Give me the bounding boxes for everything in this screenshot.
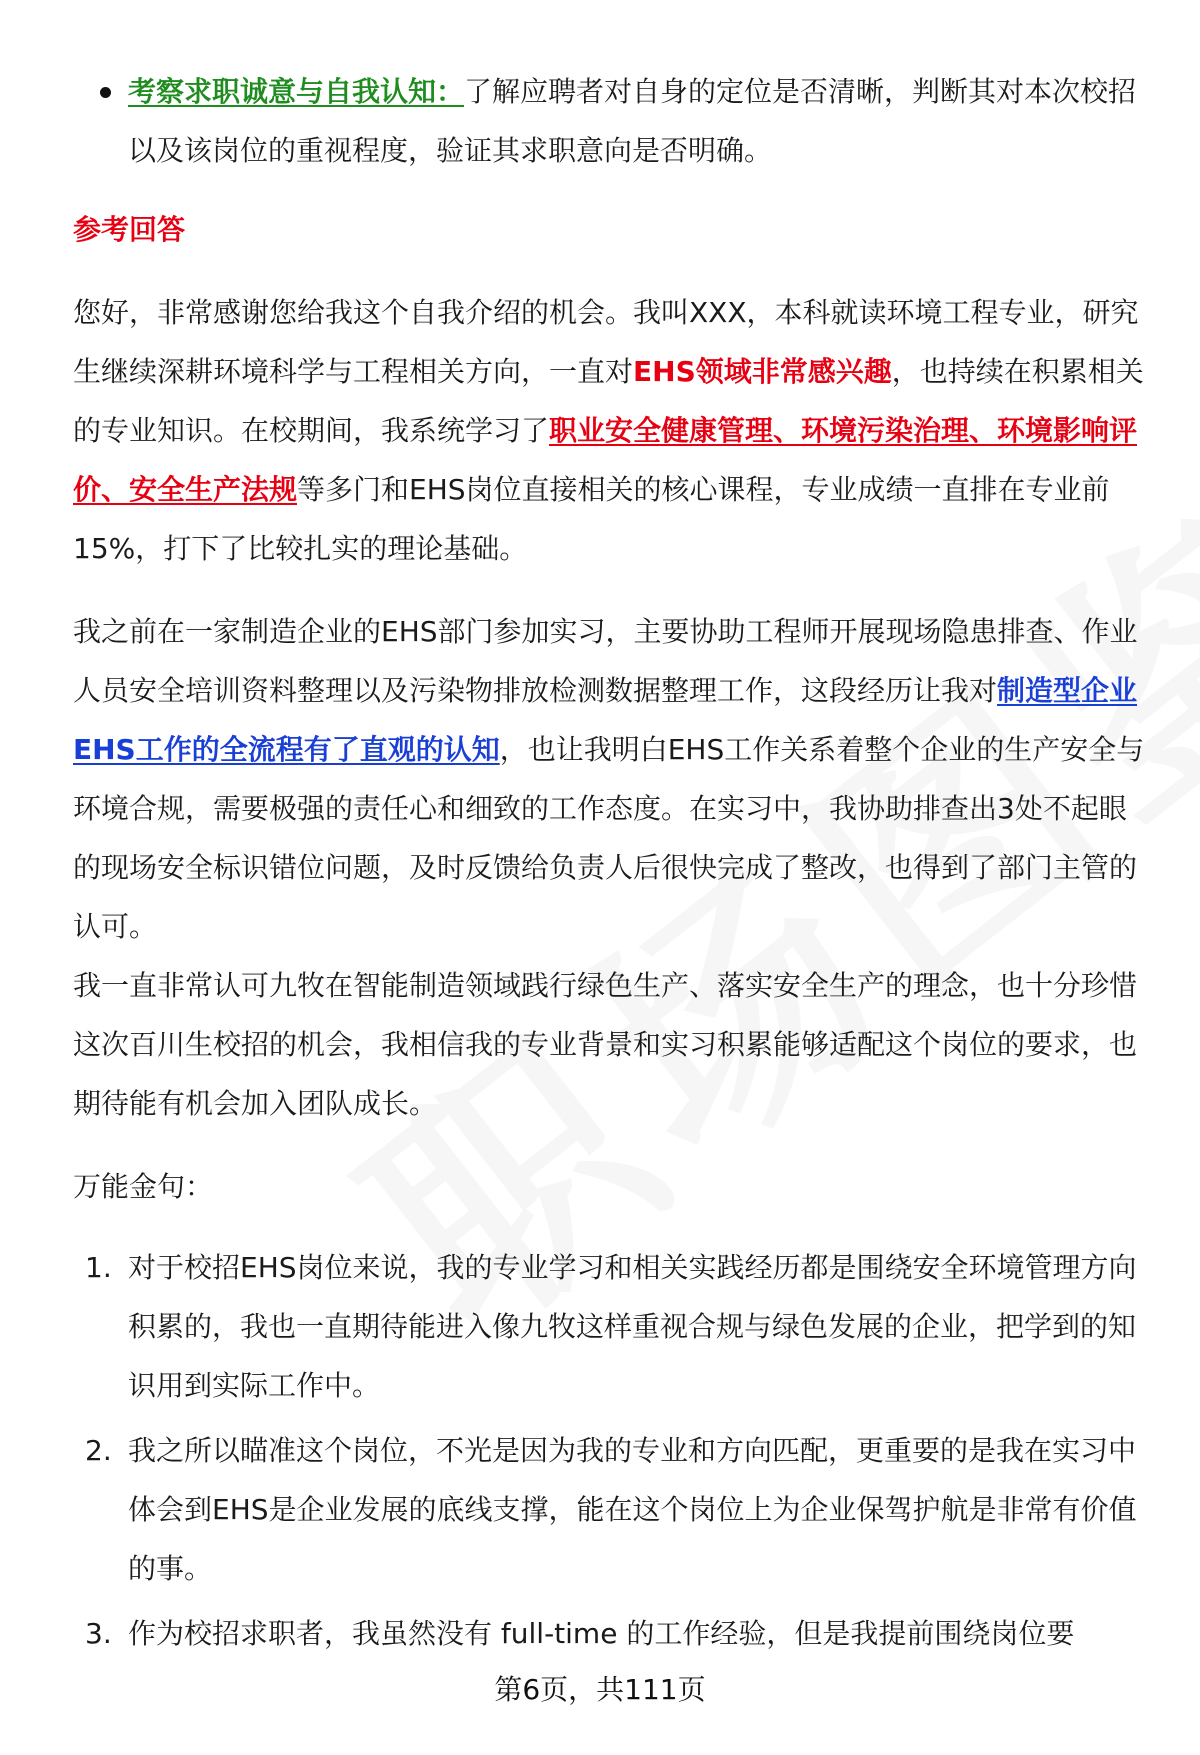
reference-answer-heading: 参考回答	[73, 213, 186, 246]
bullet-text: 了解应聘者对自身的定位是否清晰，判断其对本次校招以及该岗位的重视程度，验证其求职意向是否明确。	[128, 75, 1137, 167]
list-item	[73, 1238, 1153, 1415]
list-item-text: 我之所以瞄准这个岗位，不光是因为我的专业和方向匹配，更重要的是我在实习中体会到EHS是企业发展的底线支撑，能在这个岗位上为企业保驾护航是非常有价值的事。	[128, 1434, 1137, 1585]
answer-p1-text-c: ，也持续在积累相关的专业知识。在校期间，我系统学习了	[73, 355, 1144, 447]
answer-p1-highlight-courses: 职业安全健康管理、环境污染治理、环境影响评价、安全生产法规	[73, 414, 1138, 506]
bullet-dot-icon	[100, 87, 111, 98]
bullet-label: 考察求职诚意与自我认知：	[128, 75, 465, 108]
list-item	[73, 1604, 1153, 1663]
list-number: 3.	[85, 1617, 112, 1650]
list-number: 2.	[85, 1434, 112, 1467]
list-number: 1.	[85, 1251, 112, 1284]
answer-p2-text-c: ，也让我明白EHS工作关系着整个企业的生产安全与环境合规，需要极强的责任心和细致的工作态度。在实习中，我协助排查出3处不起眼的现场安全标识错位问题，及时反馈给负责人后很快完成了整改，也得到了部门主管的认可。	[73, 733, 1145, 943]
answer-p1-highlight-ehs: EHS领域非常感兴趣	[633, 355, 892, 388]
list-item	[73, 1421, 1153, 1598]
answer-p1-text-e: 等多门和EHS岗位直接相关的核心课程，专业成绩一直排在专业前15%，打下了比较扎实的理论基础。	[73, 473, 1110, 565]
answer-p2-highlight: 制造型企业EHS工作的全流程有了直观的认知	[73, 674, 1138, 766]
list-item-text: 对于校招EHS岗位来说，我的专业学习和相关实践经历都是围绕安全环境管理方向积累的，我也一直期待能进入像九牧这样重视合规与绿色发展的企业，把学到的知识用到实际工作中。	[128, 1251, 1137, 1402]
list-item-text: 作为校招求职者，我虽然没有 full-time 的工作经验，但是我提前围绕岗位要	[128, 1617, 1075, 1650]
golden-sentences-heading: 万能金句：	[73, 1170, 214, 1203]
answer-paragraph-3: 我一直非常认可九牧在智能制造领域践行绿色生产、落实安全生产的理念，也十分珍惜这次百川生校招的机会，我相信我的专业背景和实习积累能够适配这个岗位的要求，也期待能有机会加入团队成长。	[73, 969, 1138, 1120]
answer-p1-text-a: 您好，非常感谢您给我这个自我介绍的机会。我叫XXX，本科就读环境工程专业，研究生继续深耕环境科学与工程相关方向，一直对	[73, 296, 1139, 388]
golden-sentences-list	[73, 1238, 1153, 1663]
answer-paragraph-1	[73, 283, 1153, 578]
bullet-item	[73, 62, 1153, 180]
answer-p2-text-a: 我之前在一家制造企业的EHS部门参加实习，主要协助工程师开展现场隐患排查、作业人员安全培训资料整理以及污染物排放检测数据整理工作，这段经历让我对	[73, 615, 1138, 707]
answer-paragraph-2	[73, 602, 1153, 956]
page-number-footer: 第6页，共111页	[494, 1673, 706, 1706]
page-content	[73, 62, 1153, 1669]
